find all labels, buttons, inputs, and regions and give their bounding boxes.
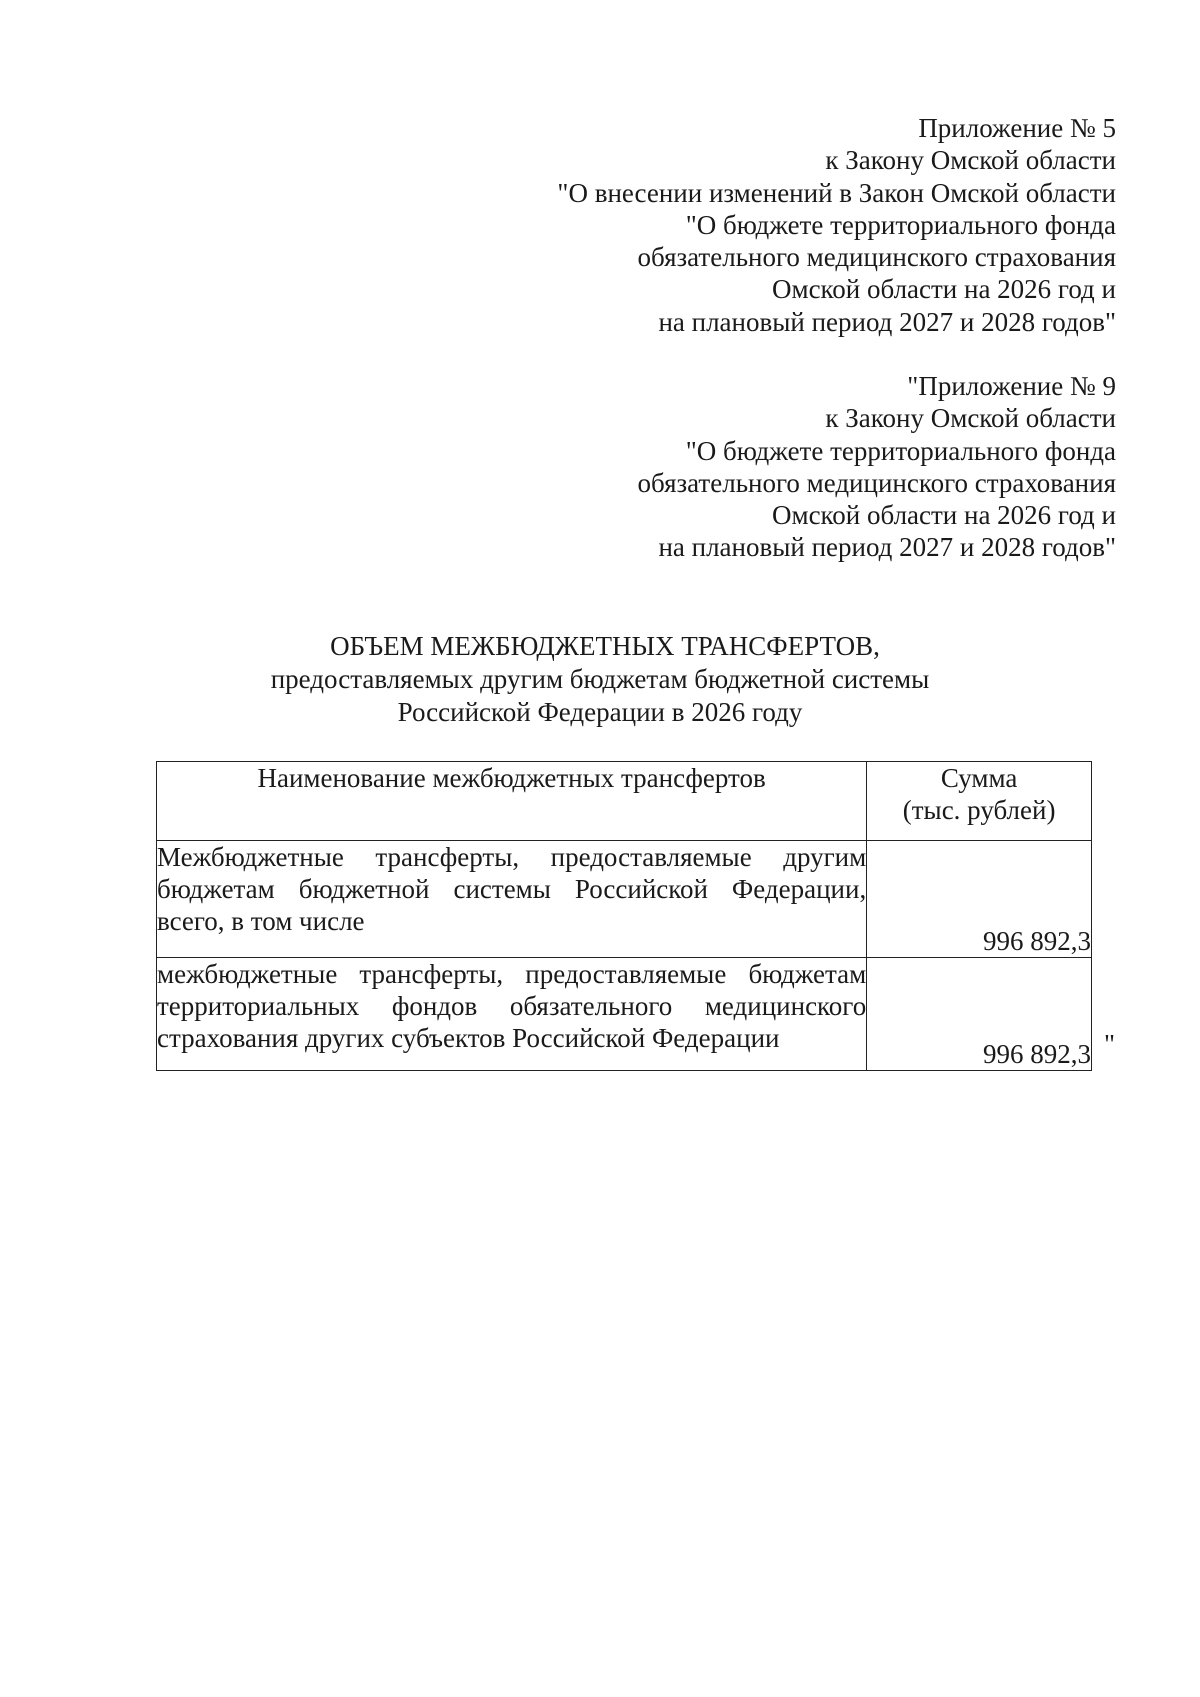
- header-sum-unit: (тыс. рублей): [902, 795, 1056, 825]
- document-title: [0, 630, 1200, 729]
- annex-line: Омской области на 2026 год и: [771, 274, 1116, 305]
- table-row: [157, 958, 1092, 1071]
- title-subline: предоставляемых другим бюджетам бюджетной системы: [270, 664, 930, 694]
- header-name: Наименование межбюджетных трансфертов: [157, 762, 867, 841]
- row-name: межбюджетные трансферты, предоставляемые бюджетам территориальных фондов обязательного медицинского страхования других субъектов Российской Федерации: [157, 958, 867, 1071]
- header-sum: [867, 762, 1092, 841]
- annex-reference-original: [638, 370, 1117, 564]
- annex-line: к Закону Омской области: [825, 403, 1116, 434]
- transfers-table: [156, 761, 1092, 1071]
- annex-line: на плановый период 2027 и 2028 годов": [658, 306, 1116, 337]
- annex-line: "О внесении изменений в Закон Омской области: [557, 177, 1116, 208]
- annex-reference-current: [557, 112, 1116, 338]
- title-subline: Российской Федерации в 2026 году: [397, 697, 803, 727]
- row-sum: 996 892,3: [867, 841, 1092, 958]
- annex-line: "Приложение № 9: [907, 371, 1116, 401]
- row-sum: 996 892,3: [867, 958, 1092, 1071]
- row-name: Межбюджетные трансферты, предоставляемые другим бюджетам бюджетной системы Российской Федерации, всего, в том числе: [157, 841, 867, 958]
- annex-line: Омской области на 2026 год и: [771, 500, 1116, 531]
- annex-line: на плановый период 2027 и 2028 годов": [658, 532, 1116, 563]
- annex-line: обязательного медицинского страхования: [637, 467, 1116, 498]
- table-row: [157, 841, 1092, 958]
- header-sum-label: Сумма: [940, 763, 1018, 793]
- closing-quote: ": [1104, 1029, 1116, 1059]
- annex-line: обязательного медицинского страхования: [637, 242, 1116, 273]
- annex-line: Приложение № 5: [918, 113, 1116, 143]
- table-header-row: [157, 762, 1092, 841]
- annex-line: "О бюджете территориального фонда: [685, 435, 1116, 466]
- title-main: ОБЪЕМ МЕЖБЮДЖЕТНЫХ ТРАНСФЕРТОВ,: [330, 631, 880, 661]
- annex-line: к Закону Омской области: [825, 145, 1116, 176]
- annex-line: "О бюджете территориального фонда: [685, 209, 1116, 240]
